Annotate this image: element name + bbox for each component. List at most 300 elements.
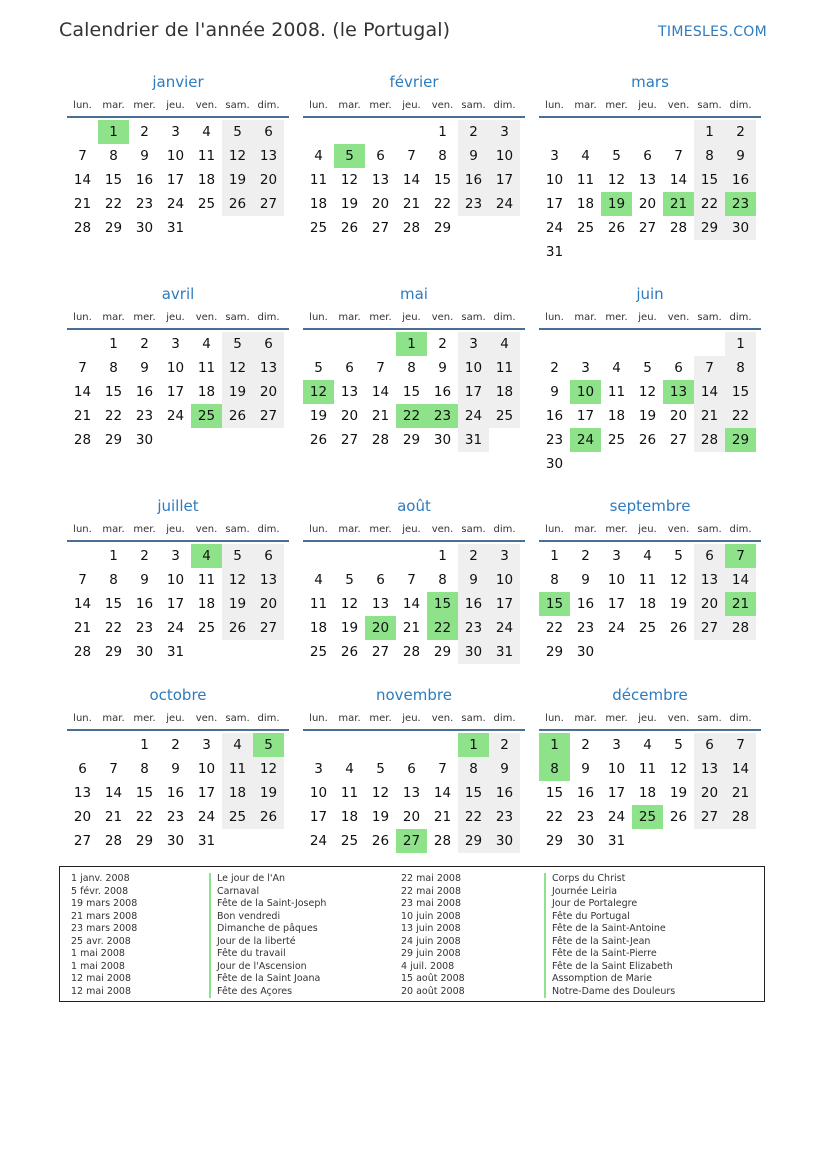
day-cell[interactable]: 23 <box>576 809 595 825</box>
day-cell[interactable]: 11 <box>309 172 328 188</box>
day-cell[interactable]: 29 <box>135 833 154 849</box>
day-cell[interactable]: 23 <box>135 620 154 636</box>
day-cell[interactable]: 13 <box>402 785 421 801</box>
day-cell[interactable]: 5 <box>674 548 683 564</box>
day-cell[interactable]: 12 <box>303 380 334 404</box>
day-cell[interactable]: 27 <box>371 644 390 660</box>
day-cell[interactable]: 26 <box>309 432 328 448</box>
day-cell[interactable]: 20 <box>73 809 92 825</box>
day-cell[interactable]: 19 <box>309 408 328 424</box>
day-cell[interactable]: 10 <box>166 148 185 164</box>
day-cell[interactable]: 7 <box>725 544 756 568</box>
day-cell[interactable]: 21 <box>725 592 756 616</box>
day-cell[interactable]: 9 <box>581 761 590 777</box>
day-cell[interactable]: 9 <box>725 144 756 168</box>
day-cell[interactable]: 27 <box>371 220 390 236</box>
day-cell[interactable]: 10 <box>489 568 520 592</box>
day-cell[interactable]: 13 <box>371 596 390 612</box>
day-cell[interactable]: 22 <box>427 616 458 640</box>
day-cell[interactable]: 24 <box>166 408 185 424</box>
day-cell[interactable]: 24 <box>166 196 185 212</box>
day-cell[interactable]: 19 <box>601 192 632 216</box>
day-cell[interactable]: 7 <box>725 733 756 757</box>
day-cell[interactable]: 30 <box>166 833 185 849</box>
day-cell[interactable]: 13 <box>371 172 390 188</box>
day-cell[interactable]: 9 <box>140 360 149 376</box>
day-cell[interactable]: 24 <box>309 833 328 849</box>
day-cell[interactable]: 3 <box>612 737 621 753</box>
day-cell[interactable]: 12 <box>607 172 626 188</box>
day-cell[interactable]: 21 <box>694 404 725 428</box>
site-link[interactable]: TIMESLES.COM <box>658 24 767 40</box>
day-cell[interactable]: 1 <box>725 332 756 356</box>
day-cell[interactable]: 21 <box>402 196 421 212</box>
day-cell[interactable]: 7 <box>694 356 725 380</box>
day-cell[interactable]: 22 <box>396 404 427 428</box>
day-cell[interactable]: 24 <box>489 192 520 216</box>
day-cell[interactable]: 20 <box>340 408 359 424</box>
day-cell[interactable]: 18 <box>197 172 216 188</box>
day-cell[interactable]: 14 <box>371 384 390 400</box>
day-cell[interactable]: 12 <box>340 172 359 188</box>
day-cell[interactable]: 13 <box>253 568 284 592</box>
day-cell[interactable]: 18 <box>489 380 520 404</box>
day-cell[interactable]: 6 <box>694 733 725 757</box>
day-cell[interactable]: 19 <box>340 620 359 636</box>
day-cell[interactable]: 20 <box>694 781 725 805</box>
day-cell[interactable]: 10 <box>607 761 626 777</box>
day-cell[interactable]: 8 <box>438 148 447 164</box>
day-cell[interactable]: 15 <box>545 785 564 801</box>
day-cell[interactable]: 24 <box>545 220 564 236</box>
day-cell[interactable]: 3 <box>612 548 621 564</box>
day-cell[interactable]: 13 <box>253 144 284 168</box>
day-cell[interactable]: 20 <box>365 616 396 640</box>
day-cell[interactable]: 2 <box>458 120 489 144</box>
day-cell[interactable]: 11 <box>222 757 253 781</box>
day-cell[interactable]: 3 <box>550 148 559 164</box>
day-cell[interactable]: 26 <box>607 220 626 236</box>
day-cell[interactable]: 10 <box>309 785 328 801</box>
day-cell[interactable]: 28 <box>104 833 123 849</box>
day-cell[interactable]: 24 <box>458 404 489 428</box>
day-cell[interactable]: 30 <box>458 640 489 664</box>
day-cell[interactable]: 2 <box>171 737 180 753</box>
day-cell[interactable]: 14 <box>669 172 688 188</box>
day-cell[interactable]: 10 <box>607 572 626 588</box>
day-cell[interactable]: 13 <box>638 172 657 188</box>
day-cell[interactable]: 5 <box>345 572 354 588</box>
day-cell[interactable]: 6 <box>78 761 87 777</box>
day-cell[interactable]: 14 <box>402 172 421 188</box>
day-cell[interactable]: 3 <box>314 761 323 777</box>
day-cell[interactable]: 11 <box>638 572 657 588</box>
day-cell[interactable]: 17 <box>309 809 328 825</box>
day-cell[interactable]: 16 <box>725 168 756 192</box>
day-cell[interactable]: 22 <box>725 404 756 428</box>
day-cell[interactable]: 28 <box>402 220 421 236</box>
day-cell[interactable]: 21 <box>402 620 421 636</box>
day-cell[interactable]: 22 <box>104 620 123 636</box>
day-cell[interactable]: 31 <box>166 644 185 660</box>
day-cell[interactable]: 2 <box>438 336 447 352</box>
day-cell[interactable]: 28 <box>669 220 688 236</box>
day-cell[interactable]: 16 <box>458 168 489 192</box>
day-cell[interactable]: 19 <box>638 408 657 424</box>
day-cell[interactable]: 11 <box>489 356 520 380</box>
day-cell[interactable]: 26 <box>340 220 359 236</box>
day-cell[interactable]: 25 <box>632 805 663 829</box>
day-cell[interactable]: 6 <box>253 120 284 144</box>
day-cell[interactable]: 1 <box>396 332 427 356</box>
day-cell[interactable]: 27 <box>73 833 92 849</box>
day-cell[interactable]: 20 <box>694 592 725 616</box>
day-cell[interactable]: 28 <box>73 644 92 660</box>
day-cell[interactable]: 8 <box>109 572 118 588</box>
day-cell[interactable]: 4 <box>345 761 354 777</box>
day-cell[interactable]: 15 <box>427 592 458 616</box>
day-cell[interactable]: 5 <box>376 761 385 777</box>
day-cell[interactable]: 26 <box>669 809 688 825</box>
day-cell[interactable]: 2 <box>140 124 149 140</box>
day-cell[interactable]: 21 <box>371 408 390 424</box>
day-cell[interactable]: 30 <box>489 829 520 853</box>
day-cell[interactable]: 14 <box>402 596 421 612</box>
day-cell[interactable]: 21 <box>663 192 694 216</box>
day-cell[interactable]: 4 <box>222 733 253 757</box>
day-cell[interactable]: 7 <box>78 360 87 376</box>
day-cell[interactable]: 24 <box>489 616 520 640</box>
day-cell[interactable]: 9 <box>489 757 520 781</box>
day-cell[interactable]: 7 <box>674 148 683 164</box>
day-cell[interactable]: 4 <box>643 548 652 564</box>
day-cell[interactable]: 18 <box>309 620 328 636</box>
day-cell[interactable]: 18 <box>607 408 626 424</box>
day-cell[interactable]: 3 <box>171 124 180 140</box>
day-cell[interactable]: 1 <box>438 124 447 140</box>
day-cell[interactable]: 21 <box>73 196 92 212</box>
day-cell[interactable]: 3 <box>581 360 590 376</box>
day-cell[interactable]: 17 <box>197 785 216 801</box>
day-cell[interactable]: 12 <box>669 761 688 777</box>
day-cell[interactable]: 7 <box>78 572 87 588</box>
day-cell[interactable]: 28 <box>402 644 421 660</box>
day-cell[interactable]: 25 <box>222 805 253 829</box>
day-cell[interactable]: 20 <box>253 380 284 404</box>
day-cell[interactable]: 18 <box>197 384 216 400</box>
day-cell[interactable]: 23 <box>427 404 458 428</box>
day-cell[interactable]: 5 <box>253 733 284 757</box>
day-cell[interactable]: 19 <box>222 168 253 192</box>
day-cell[interactable]: 18 <box>309 196 328 212</box>
day-cell[interactable]: 29 <box>433 644 452 660</box>
day-cell[interactable]: 19 <box>371 809 390 825</box>
day-cell[interactable]: 17 <box>166 172 185 188</box>
day-cell[interactable]: 8 <box>438 572 447 588</box>
day-cell[interactable]: 4 <box>581 148 590 164</box>
day-cell[interactable]: 2 <box>581 737 590 753</box>
day-cell[interactable]: 13 <box>73 785 92 801</box>
day-cell[interactable]: 11 <box>576 172 595 188</box>
day-cell[interactable]: 10 <box>166 360 185 376</box>
day-cell[interactable]: 17 <box>489 168 520 192</box>
day-cell[interactable]: 22 <box>433 196 452 212</box>
day-cell[interactable]: 18 <box>222 781 253 805</box>
day-cell[interactable]: 31 <box>489 640 520 664</box>
day-cell[interactable]: 16 <box>166 785 185 801</box>
day-cell[interactable]: 12 <box>638 384 657 400</box>
day-cell[interactable]: 11 <box>340 785 359 801</box>
day-cell[interactable]: 29 <box>433 220 452 236</box>
day-cell[interactable]: 8 <box>109 148 118 164</box>
day-cell[interactable]: 3 <box>458 332 489 356</box>
day-cell[interactable]: 31 <box>458 428 489 452</box>
day-cell[interactable]: 26 <box>253 805 284 829</box>
day-cell[interactable]: 7 <box>407 148 416 164</box>
day-cell[interactable]: 28 <box>73 432 92 448</box>
day-cell[interactable]: 3 <box>171 548 180 564</box>
day-cell[interactable]: 17 <box>607 785 626 801</box>
day-cell[interactable]: 15 <box>135 785 154 801</box>
day-cell[interactable]: 7 <box>109 761 118 777</box>
day-cell[interactable]: 24 <box>197 809 216 825</box>
day-cell[interactable]: 16 <box>135 384 154 400</box>
day-cell[interactable]: 29 <box>545 644 564 660</box>
day-cell[interactable]: 18 <box>638 596 657 612</box>
day-cell[interactable]: 16 <box>135 596 154 612</box>
day-cell[interactable]: 25 <box>309 220 328 236</box>
day-cell[interactable]: 16 <box>576 596 595 612</box>
day-cell[interactable]: 5 <box>222 544 253 568</box>
day-cell[interactable]: 20 <box>669 408 688 424</box>
day-cell[interactable]: 13 <box>663 380 694 404</box>
day-cell[interactable]: 17 <box>166 384 185 400</box>
day-cell[interactable]: 11 <box>197 572 216 588</box>
day-cell[interactable]: 28 <box>73 220 92 236</box>
day-cell[interactable]: 29 <box>104 644 123 660</box>
day-cell[interactable]: 29 <box>545 833 564 849</box>
day-cell[interactable]: 24 <box>166 620 185 636</box>
day-cell[interactable]: 23 <box>135 196 154 212</box>
day-cell[interactable]: 10 <box>489 144 520 168</box>
day-cell[interactable]: 1 <box>438 548 447 564</box>
day-cell[interactable]: 19 <box>253 781 284 805</box>
day-cell[interactable]: 6 <box>376 148 385 164</box>
day-cell[interactable]: 22 <box>458 805 489 829</box>
day-cell[interactable]: 8 <box>407 360 416 376</box>
day-cell[interactable]: 20 <box>253 168 284 192</box>
day-cell[interactable]: 5 <box>222 120 253 144</box>
day-cell[interactable]: 1 <box>539 733 570 757</box>
day-cell[interactable]: 24 <box>607 809 626 825</box>
day-cell[interactable]: 9 <box>550 384 559 400</box>
day-cell[interactable]: 15 <box>458 781 489 805</box>
day-cell[interactable]: 27 <box>253 404 284 428</box>
day-cell[interactable]: 10 <box>197 761 216 777</box>
day-cell[interactable]: 12 <box>669 572 688 588</box>
day-cell[interactable]: 3 <box>202 737 211 753</box>
day-cell[interactable]: 1 <box>109 548 118 564</box>
day-cell[interactable]: 16 <box>576 785 595 801</box>
day-cell[interactable]: 9 <box>458 144 489 168</box>
day-cell[interactable]: 16 <box>458 592 489 616</box>
day-cell[interactable]: 4 <box>489 332 520 356</box>
day-cell[interactable]: 1 <box>109 336 118 352</box>
day-cell[interactable]: 22 <box>545 809 564 825</box>
day-cell[interactable]: 27 <box>694 616 725 640</box>
day-cell[interactable]: 15 <box>539 592 570 616</box>
day-cell[interactable]: 28 <box>725 805 756 829</box>
day-cell[interactable]: 31 <box>545 244 564 260</box>
day-cell[interactable]: 8 <box>140 761 149 777</box>
day-cell[interactable]: 24 <box>607 620 626 636</box>
day-cell[interactable]: 23 <box>576 620 595 636</box>
day-cell[interactable]: 22 <box>694 192 725 216</box>
day-cell[interactable]: 27 <box>340 432 359 448</box>
day-cell[interactable]: 6 <box>694 544 725 568</box>
day-cell[interactable]: 16 <box>489 781 520 805</box>
day-cell[interactable]: 2 <box>725 120 756 144</box>
day-cell[interactable]: 2 <box>489 733 520 757</box>
day-cell[interactable]: 4 <box>314 148 323 164</box>
day-cell[interactable]: 9 <box>438 360 447 376</box>
day-cell[interactable]: 7 <box>78 148 87 164</box>
day-cell[interactable]: 11 <box>309 596 328 612</box>
day-cell[interactable]: 27 <box>638 220 657 236</box>
day-cell[interactable]: 14 <box>725 757 756 781</box>
day-cell[interactable]: 30 <box>725 216 756 240</box>
day-cell[interactable]: 21 <box>73 408 92 424</box>
day-cell[interactable]: 1 <box>458 733 489 757</box>
day-cell[interactable]: 16 <box>433 384 452 400</box>
day-cell[interactable]: 14 <box>433 785 452 801</box>
day-cell[interactable]: 16 <box>545 408 564 424</box>
day-cell[interactable]: 8 <box>725 356 756 380</box>
day-cell[interactable]: 18 <box>576 196 595 212</box>
day-cell[interactable]: 15 <box>725 380 756 404</box>
day-cell[interactable]: 25 <box>607 432 626 448</box>
day-cell[interactable]: 17 <box>576 408 595 424</box>
day-cell[interactable]: 10 <box>545 172 564 188</box>
day-cell[interactable]: 13 <box>694 757 725 781</box>
day-cell[interactable]: 26 <box>222 404 253 428</box>
day-cell[interactable]: 14 <box>73 384 92 400</box>
day-cell[interactable]: 30 <box>135 432 154 448</box>
day-cell[interactable]: 30 <box>433 432 452 448</box>
day-cell[interactable]: 9 <box>140 572 149 588</box>
day-cell[interactable]: 30 <box>576 644 595 660</box>
day-cell[interactable]: 28 <box>694 428 725 452</box>
day-cell[interactable]: 5 <box>314 360 323 376</box>
day-cell[interactable]: 26 <box>371 833 390 849</box>
day-cell[interactable]: 28 <box>725 616 756 640</box>
day-cell[interactable]: 6 <box>253 544 284 568</box>
day-cell[interactable]: 12 <box>371 785 390 801</box>
day-cell[interactable]: 4 <box>191 544 222 568</box>
day-cell[interactable]: 2 <box>550 360 559 376</box>
day-cell[interactable]: 5 <box>612 148 621 164</box>
day-cell[interactable]: 29 <box>104 220 123 236</box>
day-cell[interactable]: 16 <box>135 172 154 188</box>
day-cell[interactable]: 2 <box>458 544 489 568</box>
day-cell[interactable]: 20 <box>371 196 390 212</box>
day-cell[interactable]: 26 <box>340 644 359 660</box>
day-cell[interactable]: 25 <box>489 404 520 428</box>
day-cell[interactable]: 25 <box>576 220 595 236</box>
day-cell[interactable]: 8 <box>550 572 559 588</box>
day-cell[interactable]: 29 <box>694 216 725 240</box>
day-cell[interactable]: 14 <box>694 380 725 404</box>
day-cell[interactable]: 17 <box>458 380 489 404</box>
day-cell[interactable]: 4 <box>202 124 211 140</box>
day-cell[interactable]: 19 <box>222 592 253 616</box>
day-cell[interactable]: 5 <box>643 360 652 376</box>
day-cell[interactable]: 15 <box>402 384 421 400</box>
day-cell[interactable]: 4 <box>202 336 211 352</box>
day-cell[interactable]: 29 <box>104 432 123 448</box>
day-cell[interactable]: 6 <box>253 332 284 356</box>
day-cell[interactable]: 20 <box>253 592 284 616</box>
day-cell[interactable]: 25 <box>340 833 359 849</box>
day-cell[interactable]: 26 <box>222 616 253 640</box>
day-cell[interactable]: 12 <box>340 596 359 612</box>
day-cell[interactable]: 11 <box>638 761 657 777</box>
day-cell[interactable]: 25 <box>197 620 216 636</box>
day-cell[interactable]: 15 <box>104 384 123 400</box>
day-cell[interactable]: 8 <box>694 144 725 168</box>
day-cell[interactable]: 27 <box>253 616 284 640</box>
day-cell[interactable]: 11 <box>197 148 216 164</box>
day-cell[interactable]: 30 <box>545 456 564 472</box>
day-cell[interactable]: 14 <box>104 785 123 801</box>
day-cell[interactable]: 14 <box>73 172 92 188</box>
day-cell[interactable]: 1 <box>550 548 559 564</box>
day-cell[interactable]: 31 <box>166 220 185 236</box>
day-cell[interactable]: 19 <box>222 380 253 404</box>
day-cell[interactable]: 10 <box>458 356 489 380</box>
day-cell[interactable]: 3 <box>489 544 520 568</box>
day-cell[interactable]: 27 <box>669 432 688 448</box>
day-cell[interactable]: 31 <box>197 833 216 849</box>
day-cell[interactable]: 26 <box>669 620 688 636</box>
day-cell[interactable]: 11 <box>607 384 626 400</box>
day-cell[interactable]: 25 <box>309 644 328 660</box>
day-cell[interactable]: 27 <box>396 829 427 853</box>
day-cell[interactable]: 27 <box>694 805 725 829</box>
day-cell[interactable]: 1 <box>140 737 149 753</box>
day-cell[interactable]: 29 <box>402 432 421 448</box>
day-cell[interactable]: 8 <box>458 757 489 781</box>
day-cell[interactable]: 8 <box>109 360 118 376</box>
day-cell[interactable]: 23 <box>458 616 489 640</box>
day-cell[interactable]: 13 <box>340 384 359 400</box>
day-cell[interactable]: 18 <box>197 596 216 612</box>
day-cell[interactable]: 6 <box>643 148 652 164</box>
day-cell[interactable]: 10 <box>166 572 185 588</box>
day-cell[interactable]: 17 <box>166 596 185 612</box>
day-cell[interactable]: 15 <box>104 596 123 612</box>
day-cell[interactable]: 20 <box>402 809 421 825</box>
day-cell[interactable]: 20 <box>638 196 657 212</box>
day-cell[interactable]: 30 <box>135 644 154 660</box>
day-cell[interactable]: 5 <box>334 144 365 168</box>
day-cell[interactable]: 7 <box>407 572 416 588</box>
day-cell[interactable]: 3 <box>489 120 520 144</box>
day-cell[interactable]: 26 <box>638 432 657 448</box>
day-cell[interactable]: 30 <box>135 220 154 236</box>
day-cell[interactable]: 10 <box>570 380 601 404</box>
day-cell[interactable]: 2 <box>140 336 149 352</box>
